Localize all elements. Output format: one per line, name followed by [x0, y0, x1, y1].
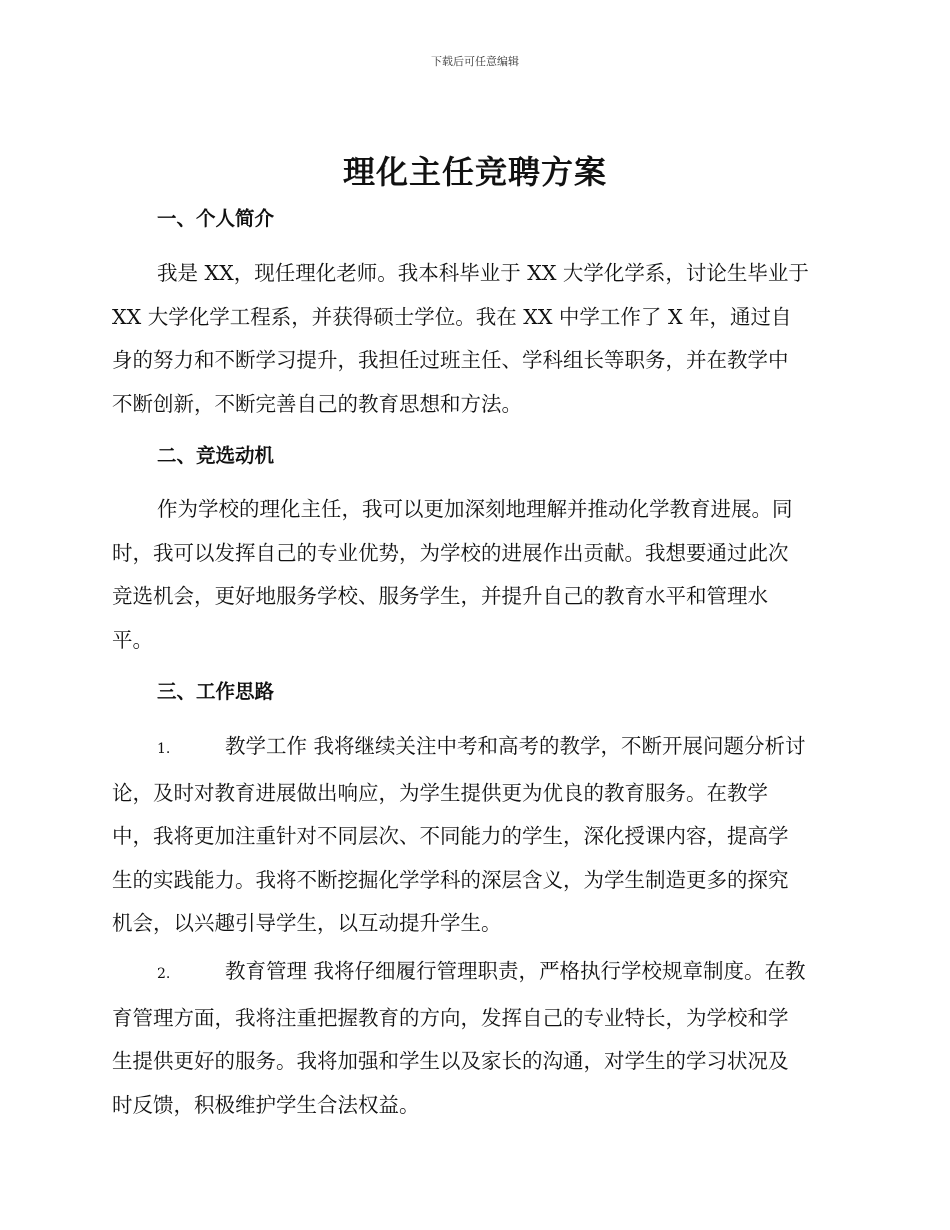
paragraph-line: 生的实践能力。我将不断挖掘化学学科的深层含义，为学生制造更多的探究	[112, 867, 789, 892]
paragraph-line: 作为学校的理化主任，我可以更加深刻地理解并推动化学教育进展。同	[157, 497, 793, 521]
paragraph-line: 育管理方面，我将注重把握教育的方向，发挥自己的专业特长，为学校和学	[112, 1005, 789, 1030]
paragraph-line: 时，我可以发挥自己的专业优势，为学校的进展作出贡献。我想要通过此次	[112, 540, 789, 565]
list-number: 2.	[157, 966, 171, 982]
paragraph-line: XX 大学化学工程系，并获得硕士学位。我在 XX 中学工作了 X 年，通过自	[112, 304, 792, 329]
paragraph-line: 身的努力和不断学习提升，我担任过班主任、学科组长等职务，并在教学中	[112, 348, 789, 372]
paragraph-line: 生提供更好的服务。我将加强和学生以及家长的沟通，对学生的学习状况及	[112, 1049, 789, 1073]
section-body-motivation	[112, 488, 842, 662]
list-item-text: 教学工作 我将继续关注中考和高考的教学，不断开展问题分析讨	[225, 734, 806, 758]
section-heading-work-plan: 三、工作思路	[157, 680, 275, 703]
paragraph-line: 时反馈，积极维护学生合法权益。	[112, 1092, 420, 1117]
list-item-first-line	[112, 950, 842, 997]
list-item-text: 教育管理 我将仔细履行管理职责，严格执行学校规章制度。在教	[225, 959, 806, 983]
list-item-first-line	[112, 725, 842, 772]
page-header-note: 下载后可任意编辑	[431, 55, 519, 68]
paragraph-line: 平。	[112, 627, 153, 652]
work-plan-item-management	[112, 950, 842, 1127]
paragraph-line: 我是 XX，现任理化老师。我本科毕业于 XX 大学化学系，讨论生毕业于	[157, 261, 809, 285]
paragraph-line: 竞选机会，更好地服务学校、服务学生，并提升自己的教育水平和管理水	[112, 584, 768, 608]
paragraph-line: 不断创新，不断完善自己的教育思想和方法。	[112, 391, 522, 416]
list-number: 1.	[157, 741, 171, 757]
section-body-profile	[112, 252, 842, 426]
paragraph-line: 论，及时对教育进展做出响应，为学生提供更为优良的教育服务。在教学	[112, 780, 768, 805]
work-plan-item-teaching	[112, 725, 842, 946]
section-heading-motivation: 二、竞选动机	[157, 444, 275, 467]
paragraph-line: 机会，以兴趣引导学生，以互动提升学生。	[112, 911, 502, 935]
document-title: 理化主任竞聘方案	[342, 153, 607, 191]
paragraph-line: 中，我将更加注重针对不同层次、不同能力的学生，深化授课内容，提高学	[112, 824, 789, 848]
section-heading-profile: 一、个人简介	[157, 207, 275, 230]
